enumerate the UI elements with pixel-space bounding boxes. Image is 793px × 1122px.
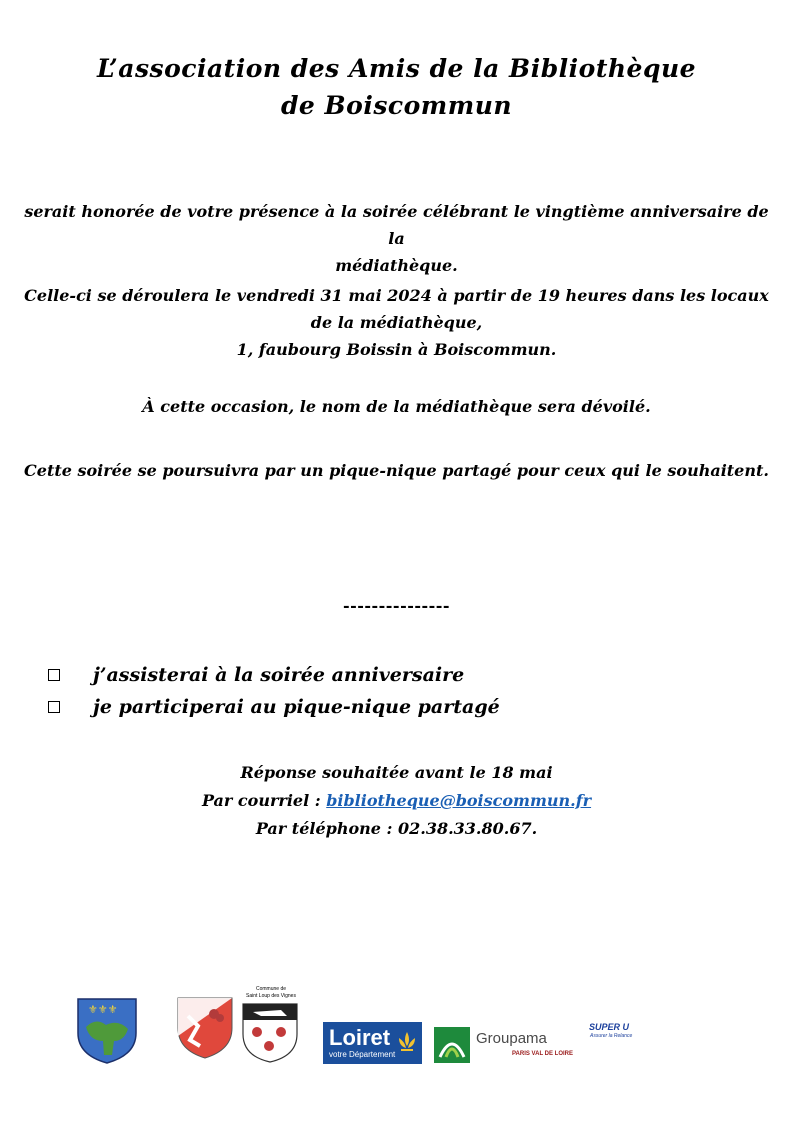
paragraph-invitation-line-1: serait honorée de votre présence à la soirée célébrant le vingtième anniversaire de la — [24, 202, 769, 248]
superu-name: SUPER U — [589, 1022, 630, 1032]
paragraph-place-line: de la médiathèque, — [310, 313, 483, 332]
paragraph-date-place — [20, 282, 773, 363]
loiret-sub: votre Département — [329, 1050, 396, 1059]
svg-text:⚜⚜⚜: ⚜⚜⚜ — [88, 1003, 118, 1016]
paragraph-reveal: À cette occasion, le nom de la médiathèque sera dévoilé. — [142, 397, 651, 416]
groupama-icon — [434, 1027, 470, 1063]
paragraph-invitation-line-2: médiathèque. — [335, 256, 458, 275]
option-picnic-label: je participerai au pique-nique partagé — [93, 696, 500, 718]
saint-loup-coat-of-arms — [241, 1002, 299, 1064]
option-anniversary-label: j’assisterai à la soirée anniversaire — [93, 664, 465, 686]
response-email — [0, 787, 793, 815]
option-anniversary[interactable] — [48, 664, 464, 686]
title-line-2: de Boiscommun — [280, 91, 513, 120]
commune-label-line-1: Commune de — [255, 986, 286, 992]
checkbox-picnic[interactable] — [48, 701, 60, 713]
loiret-logo — [323, 1022, 422, 1064]
paragraph-address-line: 1, faubourg Boissin à Boiscommun. — [236, 340, 557, 359]
response-deadline: Réponse souhaitée avant le 18 mai — [240, 763, 553, 782]
groupama-sub: PARIS VAL DE LOIRE — [512, 1051, 574, 1057]
loiret-name: Loiret — [329, 1025, 391, 1050]
groupama-name: Groupama — [476, 1030, 547, 1047]
separator: --------------- — [342, 596, 451, 615]
checkbox-anniversary[interactable] — [48, 669, 60, 681]
title-line-1: L’association des Amis de la Bibliothèque — [96, 54, 697, 83]
boiscommun-coat-of-arms — [76, 997, 138, 1065]
paragraph-invitation — [20, 198, 773, 279]
commune-coat-of-arms — [176, 996, 234, 1060]
paragraph-picnic: Cette soirée se poursuivra par un pique-nique partagé pour ceux qui le souhaitent. — [24, 461, 769, 480]
option-picnic[interactable] — [48, 696, 500, 718]
commune-label-line-2: Saint Loup des Vignes — [246, 993, 296, 999]
response-email-prefix: Par courriel : — [201, 791, 327, 810]
paragraph-date-line: Celle-ci se déroulera le vendredi 31 mai 2024 à partir de 19 heures dans les locaux — [24, 286, 769, 305]
response-phone: Par téléphone : 02.38.33.80.67. — [255, 819, 538, 838]
superu-sub: Assurer la Relance — [590, 1033, 633, 1039]
fleur-de-lis-icon — [395, 1030, 419, 1056]
email-link[interactable]: bibliotheque@boiscommun.fr — [326, 791, 592, 810]
